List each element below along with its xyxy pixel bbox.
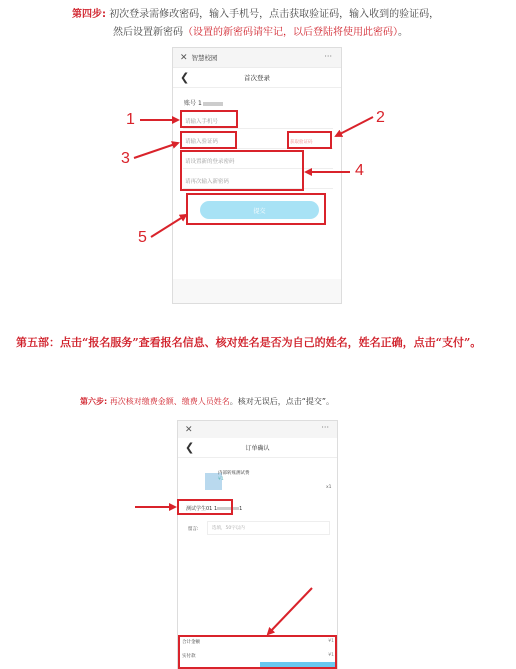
back-icon[interactable]: ❮	[185, 441, 195, 454]
callout-2: 2	[376, 109, 385, 126]
more-icon[interactable]: ···	[321, 423, 329, 432]
order-nav-title: 订单确认	[245, 445, 270, 452]
total-label: 合计金额	[182, 640, 200, 645]
step6-text-rest: 。核对无误后，点击“提交”。	[229, 397, 335, 406]
step5-text: 第五部：点击“报名服务”查看报名信息、核对姓名是否为自己的姓名，姓名正确，点击“支付”。	[16, 336, 482, 349]
app-title: 智慧校园	[191, 54, 218, 62]
more-icon[interactable]: ···	[324, 52, 332, 61]
goods-price: ¥1	[218, 477, 224, 482]
step4-text2b: （设置的新密码请牢记，以后登陆将使用此密码）	[183, 27, 398, 38]
total-value: ¥1	[328, 639, 334, 644]
step4-text2c: 。	[398, 27, 408, 38]
nav-title: 首次登录	[244, 74, 270, 82]
payer-id-start: 1	[213, 506, 218, 512]
callout-4: 4	[355, 162, 364, 179]
code-input[interactable]: 请输入验证码	[183, 134, 333, 149]
callout-3: 3	[121, 150, 130, 167]
paid-label: 实付款	[182, 654, 196, 659]
arrow-2	[336, 117, 373, 136]
close-icon[interactable]: ✕	[180, 52, 188, 63]
step4-label: 第四步:	[72, 9, 106, 20]
account-value: 1	[197, 100, 202, 107]
account-label: 账号	[184, 100, 197, 107]
get-code-button[interactable]: 获取验证码	[290, 140, 313, 145]
arrow-3	[134, 143, 178, 158]
arrow-7	[268, 588, 312, 634]
step6-text-red: 再次核对缴费金额、缴费人员姓名	[109, 397, 230, 406]
submit-button[interactable]: 提交	[200, 201, 319, 219]
back-icon[interactable]: ❮	[180, 71, 190, 84]
step6-label: 第六步:	[80, 397, 108, 406]
callout-5: 5	[138, 229, 147, 246]
payer-id-end: 1	[239, 506, 243, 512]
arrow-5	[151, 215, 186, 237]
phone-input[interactable]: 请输入手机号	[183, 114, 333, 129]
step4-text2a: 然后设置新密码	[113, 27, 183, 38]
payer-name: 测试学生01	[186, 506, 213, 512]
confirm-password-input[interactable]: 请再次输入新密码	[183, 174, 333, 189]
remark-input[interactable]: 选填，50字以内	[207, 521, 330, 535]
step4-text1: 初次登录需修改密码，输入手机号，点击获取验证码，输入收到的验证码，	[109, 9, 440, 20]
goods-qty: x1	[326, 485, 332, 490]
paid-value: ¥1	[328, 653, 334, 658]
close-icon[interactable]: ✕	[185, 424, 193, 435]
goods-name: 内部转账测试费	[218, 471, 250, 476]
remark-label: 留言:	[188, 527, 199, 532]
new-password-input[interactable]: 请设置新的登录密码	[183, 154, 333, 169]
callout-1: 1	[126, 111, 135, 128]
